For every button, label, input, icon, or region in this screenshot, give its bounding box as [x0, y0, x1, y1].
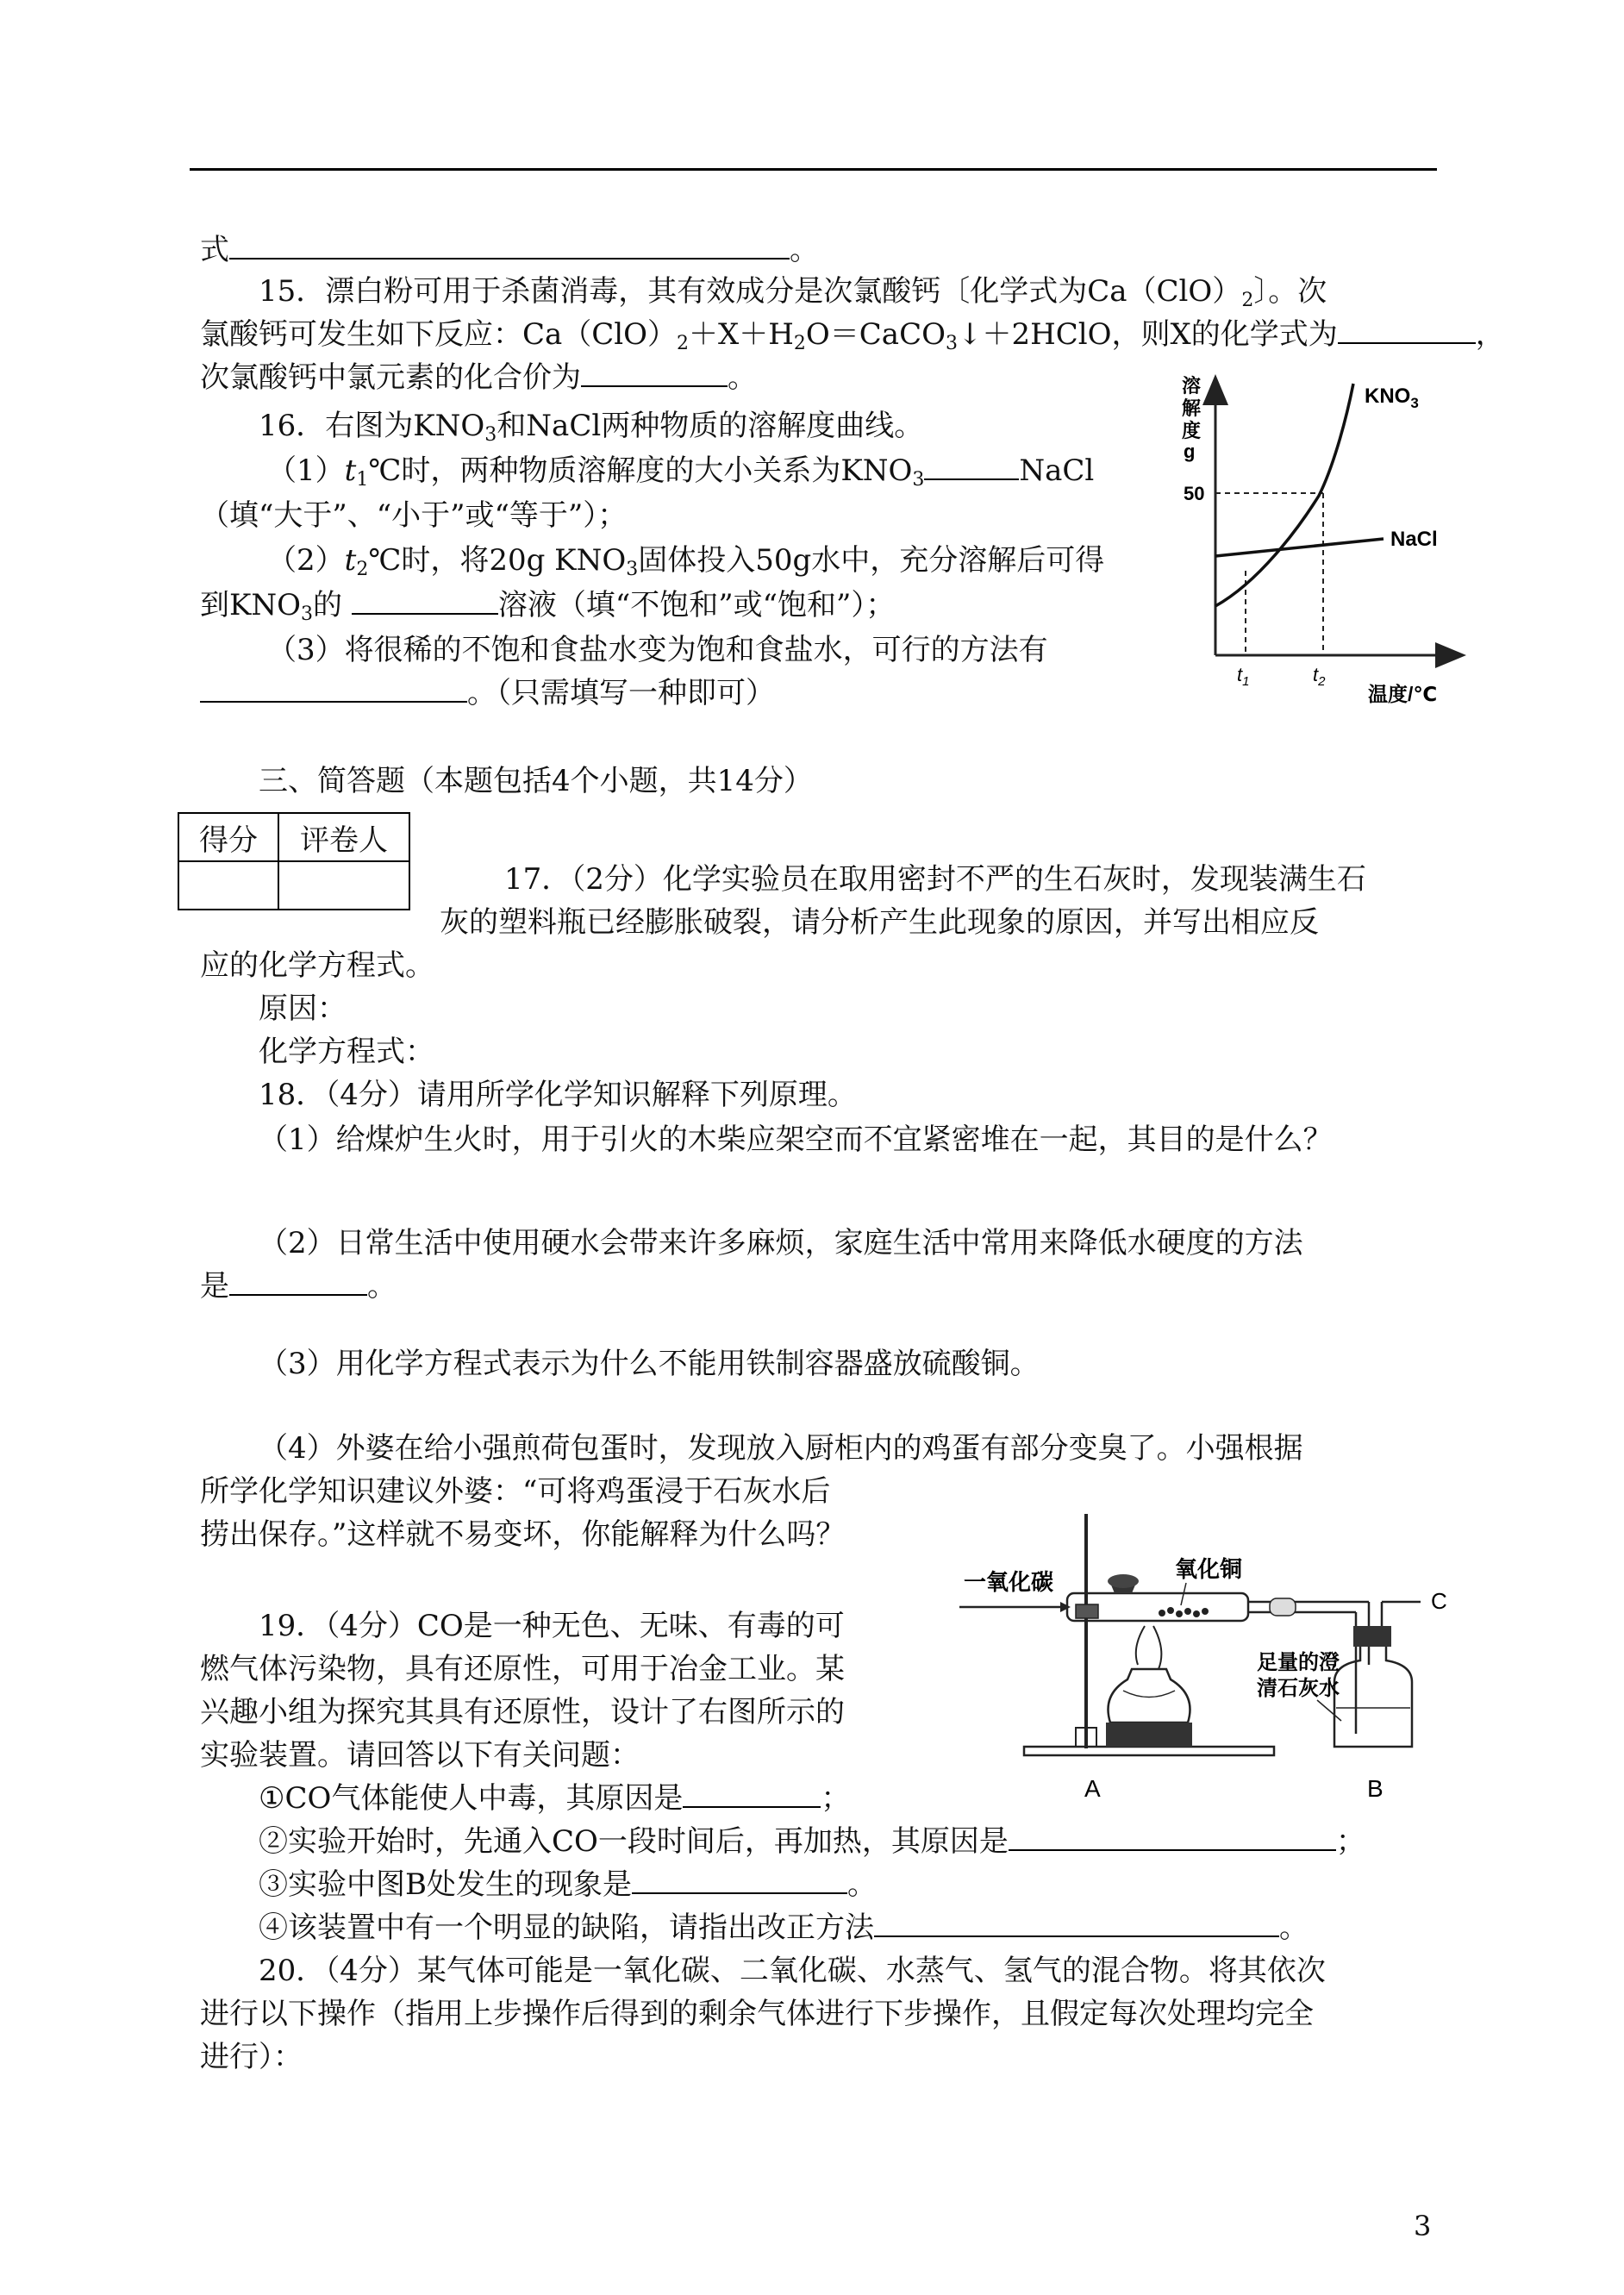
q16-part3-cont: 。（只需填写一种即可）	[200, 674, 775, 712]
lamp-stand-block	[1106, 1723, 1192, 1747]
q19-q4: ④该装置中有一个明显的缺陷，请指出改正方法 。	[259, 1910, 1309, 1945]
answer-blank-saturation[interactable]	[352, 587, 498, 615]
answer-blank-phenomenon[interactable]	[632, 1867, 847, 1894]
answer-blank-softening[interactable]	[229, 1268, 367, 1296]
q18-part4-line3: 捞出保存。”这样就不易变坏，你能解释为什么吗？	[200, 1517, 846, 1552]
q15-line1: 15．漂白粉可用于杀菌消毒，其有效成分是次氯酸钙〔化学式为$Ca(ClO)_2$〕。次	[259, 274, 1327, 311]
copper-oxide-particles	[1159, 1607, 1209, 1617]
q17-reason: 原因：	[259, 991, 347, 1026]
x-label: 温度/℃	[1368, 683, 1438, 705]
header-rule	[190, 168, 1437, 171]
q15-line3: 次氯酸钙中氯元素的化合价为 。	[200, 360, 757, 395]
flame	[1136, 1626, 1162, 1669]
clamp	[1076, 1604, 1098, 1618]
answer-blank-compare[interactable]	[924, 453, 1019, 480]
q16-part1-hint: （填“大于”、“小于”或“等于”）；	[200, 498, 628, 533]
t1-label: $t_1$	[1237, 664, 1250, 689]
q18-part1: （1）给煤炉生火时，用于引火的木柴应架空而不宜紧密堆在一起，其目的是什么？	[259, 1122, 1333, 1157]
cuo-label: 氧化铜	[1175, 1556, 1243, 1582]
solubility-curve-graph	[1177, 366, 1470, 707]
score-header: 得分	[178, 813, 278, 861]
q19-line2: 燃气体污染物，具有还原性，可用于冶金工业。某	[200, 1652, 845, 1686]
alcohol-lamp	[1109, 1669, 1190, 1723]
y-label-1: 溶	[1182, 375, 1202, 397]
limewater-label-1: 足量的澄	[1257, 1651, 1340, 1674]
grader-cell[interactable]	[278, 861, 409, 910]
score-cell[interactable]	[178, 861, 278, 910]
c-label: C	[1431, 1588, 1447, 1614]
apparatus-base	[1024, 1747, 1274, 1755]
score-table	[178, 812, 410, 910]
kno3-label: $KNO_3$	[1365, 385, 1419, 411]
q18-part2-cont: 是 。	[200, 1269, 397, 1304]
nacl-curve	[1215, 539, 1384, 556]
answer-blank-method[interactable]	[200, 675, 467, 703]
q19-q3: ③实验中图B处发生的现象是 。	[259, 1867, 877, 1902]
answer-blank-poison[interactable]	[683, 1780, 821, 1808]
q19-q2: ②实验开始时，先通入CO一段时间后，再加热，其原因是 ；	[259, 1824, 1365, 1859]
q19-line1: 19．（4分）CO是一种无色、无味、有毒的可	[259, 1609, 845, 1643]
q16-part2: $(2)t_2℃$时，将20g $KNO_3$固体投入50g水中，充分溶解后可得	[267, 543, 1105, 580]
page-number: 3	[1414, 2210, 1432, 2242]
q20-line2: 进行以下操作（指用上步操作后得到的剩余气体进行下步操作，且假定每次处理均完全	[200, 1997, 1314, 2031]
lamp-liquid	[1123, 1691, 1175, 1698]
tick-50: 50	[1184, 483, 1205, 504]
nacl-label: NaCl	[1390, 528, 1438, 551]
q18-part4: （4）外婆在给小强煎荷包蛋时，发现放入厨柜内的鸡蛋有部分变臭了。小强根据	[259, 1431, 1303, 1466]
q20-line1: 20．（4分）某气体可能是一氧化碳、二氧化碳、水蒸气、氢气的混合物。将其依次	[259, 1954, 1326, 1988]
q19-line3: 兴趣小组为探究其具有还原性，设计了右图所示的	[200, 1695, 845, 1729]
q20-line3: 进行）：	[200, 2040, 303, 2074]
q18-part4-line2: 所学化学知识建议外婆：“可将鸡蛋浸于石灰水后	[200, 1474, 831, 1509]
answer-blank-reason[interactable]	[1009, 1823, 1336, 1851]
kno3-curve	[1215, 384, 1353, 606]
limewater-pointer	[1317, 1700, 1341, 1721]
q16-part1: $(1)t_1℃$时，两种物质溶解度的大小关系为$KNO_3$ NaCl	[267, 453, 1095, 491]
q18-stem: 18．（4分）请用所学化学知识解释下列原理。	[259, 1078, 857, 1112]
a-label: A	[1084, 1775, 1101, 1802]
q17-line3: 应的化学方程式。	[200, 948, 434, 983]
answer-blank[interactable]	[229, 232, 790, 260]
co-inlet-arrow	[1060, 1602, 1071, 1612]
section-3-heading: 三、简答题（本题包括4个小题，共14分）	[259, 764, 813, 798]
answer-blank-x-formula[interactable]	[1338, 316, 1476, 344]
q16-part2-cont: 到$KNO_3$的 溶液（填“不饱和”或“饱和”）；	[200, 588, 896, 625]
q17-line2: 灰的塑料瓶已经膨胀破裂，请分析产生此现象的原因，并写出相应反	[440, 905, 1319, 940]
q17-equation: 化学方程式：	[259, 1035, 434, 1069]
y-label-3: 度	[1182, 420, 1202, 441]
bottle-stopper	[1353, 1626, 1391, 1647]
q18-part2: （2）日常生活中使用硬水会带来许多麻烦，家庭生活中常用来降低水硬度的方法	[259, 1226, 1303, 1260]
answer-blank-valence[interactable]	[581, 360, 728, 387]
q17-line1: 17．（2分）化学实验员在取用密封不严的生石灰时，发现装满生石	[504, 862, 1366, 897]
y-label-4: g	[1184, 441, 1196, 462]
q19-line4: 实验装置。请回答以下有关问题：	[200, 1738, 640, 1773]
co-reduction-apparatus	[955, 1497, 1455, 1807]
prev-question-tail: 式 。	[200, 233, 819, 267]
grader-header: 评卷人	[278, 813, 409, 861]
b-label: B	[1367, 1775, 1384, 1802]
rubber-joint	[1270, 1598, 1296, 1616]
t2-label: $t_2$	[1313, 664, 1326, 689]
bottle-b	[1334, 1647, 1412, 1747]
limewater-label-2: 清石灰水	[1257, 1677, 1340, 1700]
co-label: 一氧化碳	[964, 1569, 1054, 1595]
q18-part3: （3）用化学方程式表示为什么不能用铁制容器盛放硫酸铜。	[259, 1347, 1040, 1381]
q19-q1: ①CO气体能使人中毒，其原因是 ；	[259, 1781, 851, 1816]
q15-line2: 氯酸钙可发生如下反应：$Ca(ClO)_2+X+H_2O=CaCO_3↓+2HClO$，则X的化学式为 ，	[200, 317, 1505, 354]
answer-blank-improvement[interactable]	[874, 1910, 1279, 1937]
q16-part3: （3）将很稀的不饱和食盐水变为饱和食盐水，可行的方法有	[267, 633, 1048, 667]
stopper-top	[1108, 1574, 1139, 1588]
q16-stem: 16．右图为$KNO_3$和NaCl两种物质的溶解度曲线。	[259, 409, 924, 446]
y-label-2: 解	[1182, 397, 1202, 419]
